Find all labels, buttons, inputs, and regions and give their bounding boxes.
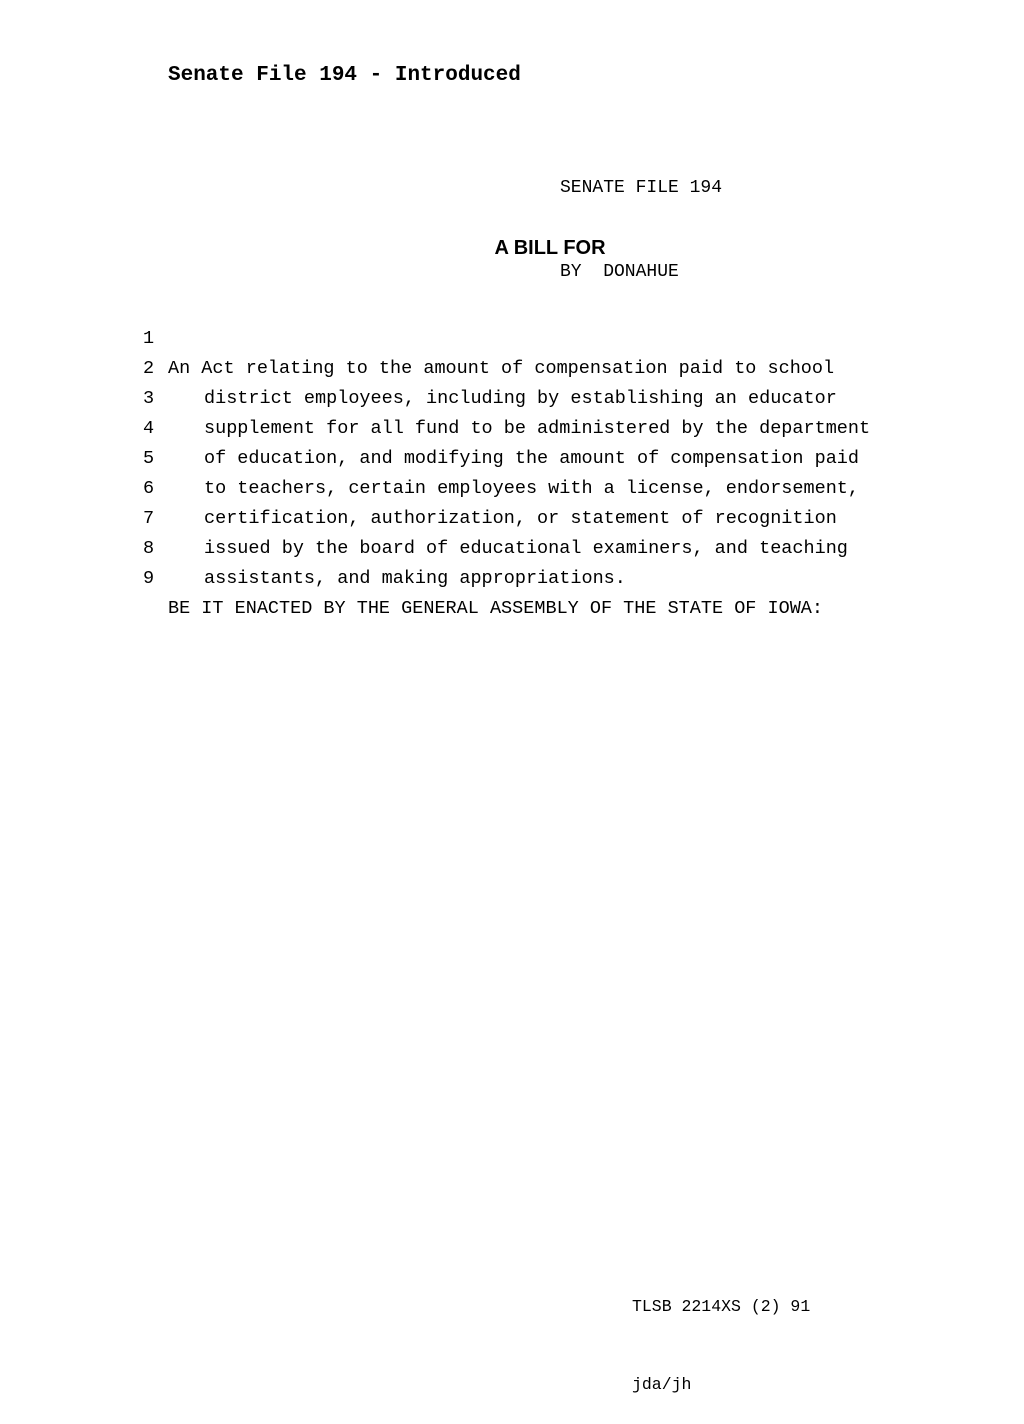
footer-code: TLSB 2214XS (2) 91 bbox=[632, 1297, 811, 1316]
line-number: 1 bbox=[143, 328, 155, 349]
line-text: issued by the board of educational examiners, and teaching bbox=[204, 538, 848, 559]
line-number: 8 bbox=[143, 538, 155, 559]
line-number: 3 bbox=[143, 388, 155, 409]
bill-identifier bbox=[560, 118, 722, 314]
line-number: 4 bbox=[143, 418, 155, 439]
line-text: to teachers, certain employees with a license, endorsement, bbox=[204, 478, 860, 499]
page-title: Senate File 194 - Introduced bbox=[168, 64, 521, 87]
line-number: 6 bbox=[143, 478, 155, 499]
line-text: certification, authorization, or statement of recognition bbox=[204, 508, 837, 529]
line-number: 7 bbox=[143, 508, 155, 529]
bill-line bbox=[0, 294, 835, 379]
bill-text bbox=[0, 294, 871, 619]
line-text: An Act relating to the amount of compensation paid to school bbox=[168, 358, 835, 379]
footer-initials: jda/jh bbox=[632, 1375, 692, 1394]
line-text: district employees, including by establishing an educator bbox=[204, 388, 837, 409]
line-text: assistants, and making appropriations. bbox=[204, 568, 626, 589]
line-number: 9 bbox=[143, 568, 155, 589]
bill-sponsor: BY DONAHUE bbox=[560, 262, 679, 282]
line-text: supplement for all fund to be administered by the department bbox=[204, 418, 871, 439]
line-number: 2 bbox=[143, 358, 155, 379]
line-text: BE IT ENACTED BY THE GENERAL ASSEMBLY OF THE STATE OF IOWA: bbox=[168, 598, 824, 619]
document-footer bbox=[632, 1242, 810, 1424]
senate-file-number: SENATE FILE 194 bbox=[560, 178, 723, 198]
bill-heading: A BILL FOR bbox=[494, 237, 606, 259]
line-text: of education, and modifying the amount of compensation paid bbox=[204, 448, 860, 469]
line-number: 5 bbox=[143, 448, 155, 469]
